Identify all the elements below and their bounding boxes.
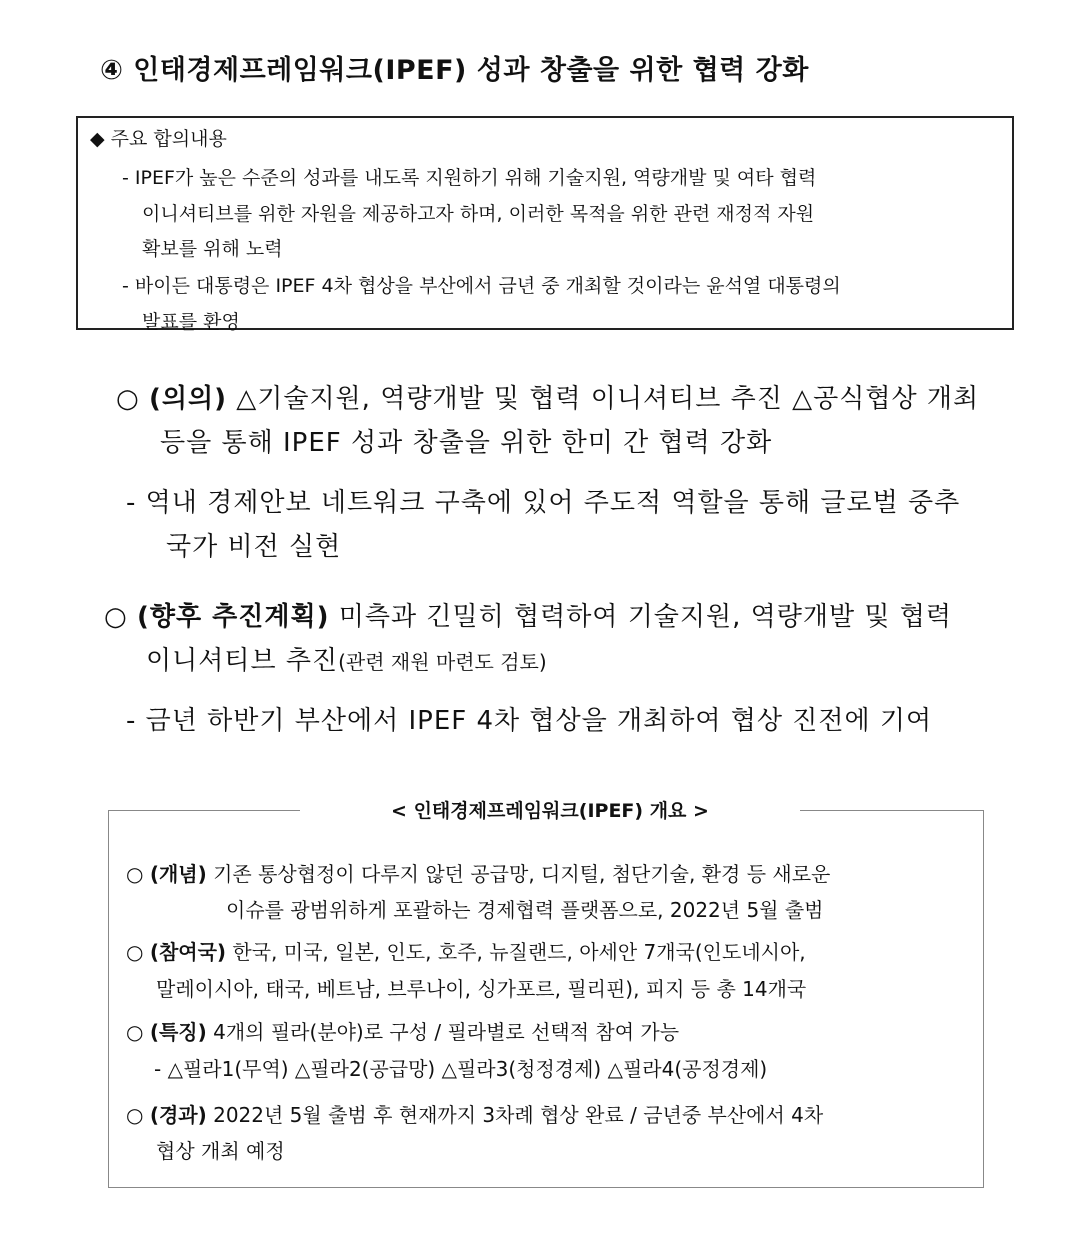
significance-line-1 bbox=[116, 378, 979, 415]
overview-item-concept-line-2: 이슈를 광범위하게 포괄하는 경제협력 플랫폼으로, 2022년 5월 출범 bbox=[226, 898, 824, 922]
bullet: ○ bbox=[126, 862, 144, 886]
overview-item-features-line-2: - △필라1(무역) △필라2(공급망) △필라3(청정경제) △필라4(공정경제) bbox=[154, 1057, 768, 1081]
significance-sub-line-2: 국가 비전 실현 bbox=[166, 532, 342, 562]
item-label: (특징) bbox=[149, 1020, 207, 1044]
overview-item-features bbox=[126, 1016, 679, 1045]
item-label: (개념) bbox=[149, 862, 207, 886]
bullet: ○ bbox=[126, 1103, 144, 1127]
overview-item-members bbox=[126, 936, 806, 965]
plan-label: (향후 추진계획) bbox=[136, 602, 330, 632]
agreement-line: 발표를 환영 bbox=[142, 311, 240, 333]
agreement-line: 이니셔티브를 위한 자원을 제공하고자 하며, 이러한 목적을 위한 관련 재정적 자원 bbox=[142, 203, 815, 225]
item-label: (경과) bbox=[149, 1103, 207, 1127]
significance-line-2: 등을 통해 IPEF 성과 창출을 위한 한미 간 협력 강화 bbox=[160, 428, 773, 458]
agreement-box bbox=[76, 116, 1014, 333]
significance-text: △기술지원, 역량개발 및 협력 이니셔티브 추진 △공식협상 개최 bbox=[226, 384, 980, 414]
significance-sub-line-1: - 역내 경제안보 네트워크 구축에 있어 주도적 역할을 통해 글로벌 중추 bbox=[126, 488, 961, 518]
bullet: ○ bbox=[126, 940, 144, 964]
plan-text: 미측과 긴밀히 협력하여 기술지원, 역량개발 및 협력 bbox=[329, 602, 953, 632]
plan-line-1 bbox=[104, 596, 952, 633]
bullet: ○ bbox=[126, 1020, 144, 1044]
agreement-title: ◆ 주요 합의내용 bbox=[90, 128, 227, 150]
plan-line-2 bbox=[146, 640, 547, 677]
agreement-line: - 바이든 대통령은 IPEF 4차 협상을 부산에서 금년 중 개최할 것이라는 윤석열 대통령의 bbox=[122, 275, 841, 297]
plan-text: 이니셔티브 추진 bbox=[146, 646, 339, 676]
agreement-line: - IPEF가 높은 수준의 성과를 내도록 지원하기 위해 기술지원, 역량개발 및 여타 협력 bbox=[122, 167, 817, 189]
bullet: ○ bbox=[104, 602, 128, 632]
item-text: 4개의 필라(분야)로 구성 / 필라별로 선택적 참여 가능 bbox=[206, 1020, 680, 1044]
item-text: 기존 통상협정이 다루지 않던 공급망, 디지털, 첨단기술, 환경 등 새로운 bbox=[206, 862, 831, 886]
section-heading: ④ 인태경제프레임워크(IPEF) 성과 창출을 위한 협력 강화 bbox=[100, 55, 809, 86]
overview-title: < 인태경제프레임워크(IPEF) 개요 > bbox=[300, 796, 800, 826]
significance-label: (의의) bbox=[148, 384, 227, 414]
bullet: ○ bbox=[116, 384, 140, 414]
plan-sub-line-1: - 금년 하반기 부산에서 IPEF 4차 협상을 개최하여 협상 진전에 기여 bbox=[126, 706, 933, 736]
overview-item-members-line-2: 말레이시아, 태국, 베트남, 브루나이, 싱가포르, 필리핀), 피지 등 총 14개국 bbox=[156, 977, 807, 1001]
plan-note: (관련 재원 마련도 검토) bbox=[338, 650, 547, 674]
overview-item-progress bbox=[126, 1099, 823, 1128]
item-label: (참여국) bbox=[149, 940, 227, 964]
item-text: 2022년 5월 출범 후 현재까지 3차례 협상 완료 / 금년중 부산에서 4차 bbox=[206, 1103, 824, 1127]
overview-item-concept bbox=[126, 858, 830, 887]
item-text: 한국, 미국, 일본, 인도, 호주, 뉴질랜드, 아세안 7개국(인도네시아, bbox=[226, 940, 806, 964]
agreement-line: 확보를 위해 노력 bbox=[142, 238, 283, 260]
overview-item-progress-line-2: 협상 개최 예정 bbox=[156, 1139, 285, 1163]
